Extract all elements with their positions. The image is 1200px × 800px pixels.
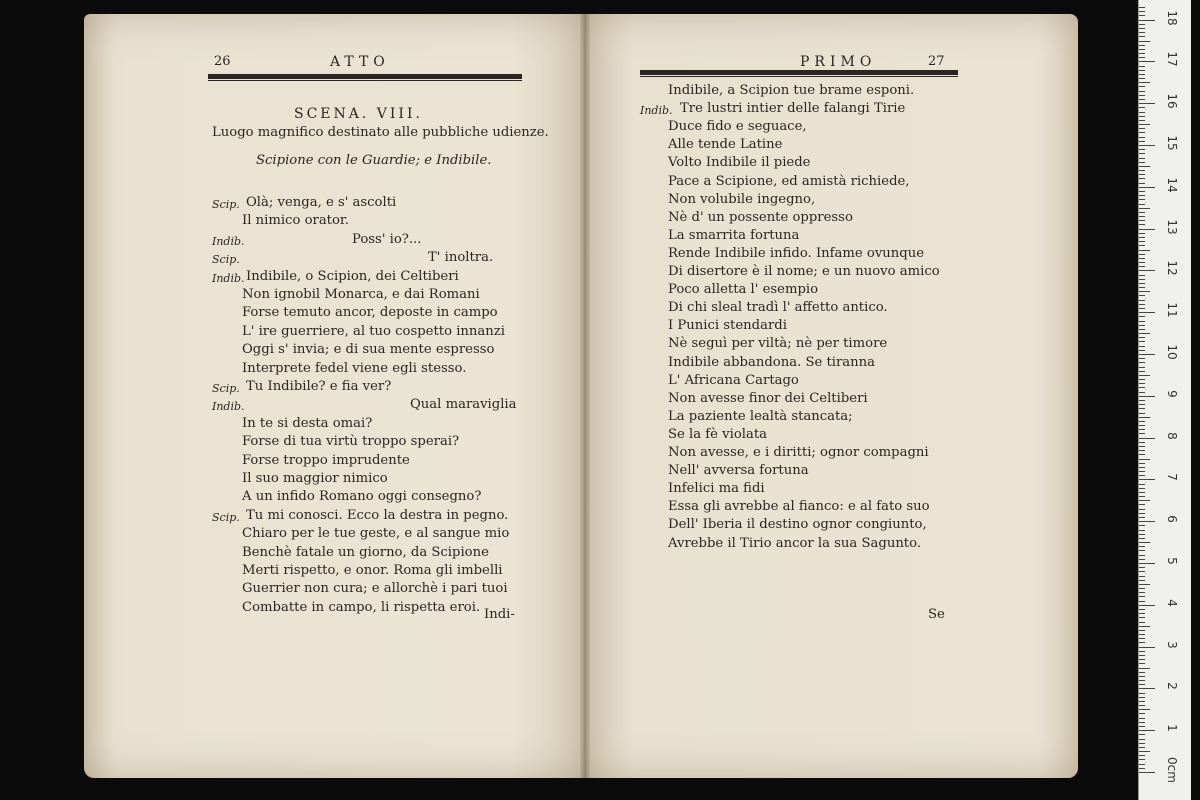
ruler-label: 7 xyxy=(1165,473,1179,482)
dialogue-line: Forse temuto ancor, deposte in campo xyxy=(242,305,498,321)
ruler-tick xyxy=(1139,576,1145,577)
ruler-tick xyxy=(1139,542,1150,543)
header-rule-right xyxy=(640,70,958,75)
ruler-tick xyxy=(1139,95,1145,96)
ruler-tick xyxy=(1139,258,1145,259)
ruler-tick xyxy=(1139,584,1150,585)
ruler-tick xyxy=(1139,91,1145,92)
ruler-tick xyxy=(1139,7,1145,8)
ruler-label: 18 xyxy=(1165,9,1179,26)
speaker-label: Scip. xyxy=(212,253,240,267)
dialogue-line: Se la fè violata xyxy=(668,426,768,442)
right-page xyxy=(584,14,1078,778)
ruler-tick xyxy=(1139,262,1145,263)
dialogue-line: Non avesse finor dei Celtiberi xyxy=(668,390,868,406)
ruler-tick xyxy=(1139,605,1155,606)
ruler-tick xyxy=(1139,546,1145,547)
ruler-tick xyxy=(1139,195,1145,196)
dialogue-line: Non avesse, e i diritti; ognor compagni xyxy=(668,445,929,460)
ruler-tick xyxy=(1139,471,1145,472)
ruler-tick xyxy=(1139,291,1150,292)
ruler-tick xyxy=(1139,459,1150,460)
dialogue-line: Qual maraviglia xyxy=(410,397,517,413)
ruler-tick xyxy=(1139,488,1145,489)
ruler-tick xyxy=(1139,308,1145,309)
ruler-tick xyxy=(1139,433,1145,434)
ruler-tick xyxy=(1139,655,1145,656)
dialogue-line: Poco alletta l' esempio xyxy=(668,282,819,298)
ruler-tick xyxy=(1139,346,1145,347)
ruler-tick xyxy=(1139,375,1150,376)
ruler-tick xyxy=(1139,170,1145,171)
ruler-tick xyxy=(1139,70,1145,71)
ruler-tick xyxy=(1139,254,1145,255)
dialogue-line: Nè seguì per viltà; nè per timore xyxy=(668,336,888,352)
ruler-tick xyxy=(1139,768,1145,769)
ruler-label: 9 xyxy=(1165,389,1179,398)
ruler-tick xyxy=(1139,609,1145,610)
ruler-tick xyxy=(1139,36,1145,37)
ruler-tick xyxy=(1139,321,1145,322)
ruler-tick xyxy=(1139,358,1145,359)
ruler-tick xyxy=(1139,429,1145,430)
dialogue-line: Nè d' un possente oppresso xyxy=(668,209,853,225)
ruler-tick xyxy=(1139,680,1145,681)
ruler-tick xyxy=(1139,350,1145,351)
ruler-label: 3 xyxy=(1165,640,1179,649)
ruler-tick xyxy=(1139,718,1145,719)
scene-characters: Scipione con le Guardie; e Indibile. xyxy=(256,153,492,168)
ruler-tick xyxy=(1139,500,1150,501)
scene-title: SCENA. VIII. xyxy=(294,106,423,122)
book-gutter xyxy=(580,14,590,778)
ruler-tick xyxy=(1139,49,1145,50)
ruler-tick xyxy=(1139,613,1145,614)
ruler-tick xyxy=(1139,504,1145,505)
ruler-tick xyxy=(1139,283,1145,284)
ruler-tick xyxy=(1139,730,1155,731)
dialogue-line: Il suo maggior nimico xyxy=(242,471,388,486)
ruler-tick xyxy=(1139,99,1145,100)
ruler-tick xyxy=(1139,116,1145,117)
ruler-tick xyxy=(1139,446,1145,447)
ruler-tick xyxy=(1139,743,1145,744)
dialogue-line: Poss' io?... xyxy=(352,231,422,247)
ruler-tick xyxy=(1139,162,1145,163)
ruler-tick xyxy=(1139,450,1145,451)
ruler-label: 5 xyxy=(1165,557,1179,565)
ruler-tick xyxy=(1139,751,1150,752)
ruler-tick xyxy=(1139,709,1150,710)
speaker-label: Scip. xyxy=(212,382,240,395)
ruler-tick xyxy=(1139,333,1150,334)
ruler-tick xyxy=(1139,304,1145,305)
ruler-tick xyxy=(1139,11,1145,12)
ruler-tick xyxy=(1139,622,1145,623)
ruler-tick xyxy=(1139,438,1155,439)
dialogue-line: Essa gli avrebbe al fianco: e al fato suo xyxy=(668,499,930,515)
ruler-tick xyxy=(1139,463,1145,464)
speaker-label: Indib. xyxy=(212,234,245,248)
catchword-left: Indi- xyxy=(484,607,515,622)
ruler-tick xyxy=(1139,567,1145,568)
ruler-tick xyxy=(1139,442,1145,443)
ruler-tick xyxy=(1139,659,1145,660)
header-rule-left xyxy=(208,74,522,79)
dialogue-line: Rende Indibile infido. Infame ovunque xyxy=(668,245,925,261)
ruler-tick xyxy=(1139,550,1145,551)
ruler-tick xyxy=(1139,275,1145,276)
dialogue-line: L' ire guerriere, al tuo cospetto innanzi xyxy=(242,323,505,339)
ruler-tick xyxy=(1139,534,1145,535)
ruler-label: 10 xyxy=(1165,344,1179,360)
ruler-tick xyxy=(1139,183,1145,184)
ruler-tick xyxy=(1139,413,1145,414)
dialogue-line: Infelici ma fidi xyxy=(668,481,765,497)
ruler-tick xyxy=(1139,538,1145,539)
ruler-tick xyxy=(1139,642,1145,643)
ruler-tick xyxy=(1139,588,1145,589)
ruler-tick xyxy=(1139,316,1145,317)
ruler-tick xyxy=(1139,367,1145,368)
ruler-tick xyxy=(1139,141,1145,142)
dialogue-line: Non ignobil Monarca, e dai Romani xyxy=(242,287,480,302)
ruler-tick xyxy=(1139,479,1155,480)
ruler-label: 11 xyxy=(1165,302,1179,318)
dialogue-line: Forse troppo imprudente xyxy=(242,452,410,468)
ruler-tick xyxy=(1139,325,1145,326)
ruler-tick xyxy=(1139,734,1145,735)
ruler-tick xyxy=(1139,617,1145,618)
dialogue-line: La paziente lealtà stancata; xyxy=(668,408,853,424)
measuring-ruler xyxy=(1138,0,1191,800)
dialogue-line: Indibile abbandona. Se tiranna xyxy=(668,354,876,370)
ruler-tick xyxy=(1139,153,1145,154)
open-book xyxy=(84,14,1078,782)
dialogue-line: Il nimico orator. xyxy=(242,213,349,229)
ruler-tick xyxy=(1139,128,1145,129)
ruler-tick xyxy=(1139,525,1145,526)
ruler-tick xyxy=(1139,124,1150,125)
ruler-tick xyxy=(1139,630,1145,631)
ruler-tick xyxy=(1139,61,1155,62)
ruler-tick xyxy=(1139,571,1145,572)
ruler-label: 13 xyxy=(1165,218,1179,235)
ruler-tick xyxy=(1139,32,1145,33)
ruler-tick xyxy=(1139,187,1155,188)
page-number-right: 27 xyxy=(928,54,945,69)
dialogue-line: Nell' avversa fortuna xyxy=(668,463,809,479)
dialogue-line: Di chi sleal tradì l' affetto antico. xyxy=(668,300,888,316)
ruler-tick xyxy=(1139,647,1155,648)
dialogue-line: Dell' Iberia il destino ognor congiunto, xyxy=(668,517,927,533)
ruler-tick xyxy=(1139,266,1145,267)
dialogue-line: Olà; venga, e s' ascolti xyxy=(246,195,397,210)
dialogue-line: Benchè fatale un giorno, da Scipione xyxy=(242,544,489,560)
ruler-tick xyxy=(1139,241,1145,242)
ruler-tick xyxy=(1139,467,1145,468)
ruler-tick xyxy=(1139,191,1145,192)
ruler-tick xyxy=(1139,28,1145,29)
ruler-tick xyxy=(1139,417,1150,418)
dialogue-line: Duce fido e seguace, xyxy=(668,119,807,135)
speaker-label: Indib. xyxy=(212,271,245,285)
ruler-tick xyxy=(1139,705,1145,706)
ruler-tick xyxy=(1139,362,1145,363)
ruler-tick xyxy=(1139,15,1145,16)
ruler-tick xyxy=(1139,158,1145,159)
dialogue-line: Alle tende Latine xyxy=(668,137,783,153)
ruler-tick xyxy=(1139,41,1150,42)
ruler-tick xyxy=(1139,688,1155,689)
left-page xyxy=(84,14,586,778)
dialogue-line: In te si desta omai? xyxy=(242,415,373,431)
ruler-tick xyxy=(1139,421,1145,422)
dialogue-line: Combatte in campo, li rispetta eroi. xyxy=(242,599,481,615)
ruler-tick xyxy=(1139,312,1155,313)
ruler-tick xyxy=(1139,74,1145,75)
ruler-tick xyxy=(1139,120,1145,121)
ruler-tick xyxy=(1139,592,1145,593)
ruler-tick xyxy=(1139,245,1145,246)
ruler-tick xyxy=(1139,149,1145,150)
dialogue-line: Volto Indibile il piede xyxy=(668,155,811,171)
ruler-tick xyxy=(1139,237,1145,238)
ruler-tick xyxy=(1139,764,1145,765)
ruler-tick xyxy=(1139,701,1145,702)
ruler-tick xyxy=(1139,454,1145,455)
dialogue-line: Non volubile ingegno, xyxy=(668,191,816,207)
ruler-tick xyxy=(1139,634,1145,635)
ruler-label: 16 xyxy=(1165,93,1179,109)
ruler-tick xyxy=(1139,204,1145,205)
ruler-tick xyxy=(1139,521,1155,522)
ruler-tick xyxy=(1139,287,1145,288)
ruler-tick xyxy=(1139,103,1155,104)
dialogue-line: Guerrier non cura; e allorchè i pari tuoi xyxy=(242,581,508,597)
speaker-label: Indib. xyxy=(640,104,673,118)
dialogue-line: Indibile, o Scipion, dei Celtiberi xyxy=(246,268,459,284)
ruler-tick xyxy=(1139,107,1145,108)
ruler-tick xyxy=(1139,601,1145,602)
ruler-tick xyxy=(1139,329,1145,330)
dialogue-line: Tre lustri intier delle falangi Tirie xyxy=(680,101,906,117)
ruler-tick xyxy=(1139,145,1155,146)
ruler-tick xyxy=(1139,404,1145,405)
dialogue-line: Pace a Scipione, ed amistà richiede, xyxy=(668,173,910,189)
ruler-tick xyxy=(1139,755,1145,756)
dialogue-line: Oggi s' invia; e di sua mente espresso xyxy=(242,342,495,358)
ruler-label: 15 xyxy=(1165,135,1179,151)
ruler-tick xyxy=(1139,559,1145,560)
ruler-tick xyxy=(1139,668,1150,669)
scene-setting: Luogo magnifico destinato alle pubbliche udienze. xyxy=(212,125,549,140)
ruler-label: 2 xyxy=(1165,682,1179,691)
speaker-label: Scip. xyxy=(212,198,240,211)
dialogue-line: Chiaro per le tue geste, e al sangue mio xyxy=(242,526,510,542)
ruler-tick xyxy=(1139,208,1150,209)
ruler-tick xyxy=(1139,626,1150,627)
ruler-tick xyxy=(1139,509,1145,510)
ruler-tick xyxy=(1139,651,1145,652)
ruler-tick xyxy=(1139,387,1145,388)
ruler-tick xyxy=(1139,66,1145,67)
running-head-left: ATTO xyxy=(330,54,390,70)
ruler-tick xyxy=(1139,484,1145,485)
ruler-label: 14 xyxy=(1165,177,1179,193)
ruler-tick xyxy=(1139,663,1145,664)
ruler-tick xyxy=(1139,279,1145,280)
ruler-tick xyxy=(1139,396,1155,397)
ruler-label: 12 xyxy=(1165,260,1179,277)
ruler-tick xyxy=(1139,178,1145,179)
ruler-tick xyxy=(1139,739,1145,740)
dialogue-line: La smarrita fortuna xyxy=(668,227,800,243)
ruler-label: 4 xyxy=(1165,598,1179,607)
dialogue-line: Merti rispetto, e onor. Roma gli imbelli xyxy=(242,563,503,578)
ruler-tick xyxy=(1139,82,1150,83)
ruler-tick xyxy=(1139,475,1145,476)
ruler-tick xyxy=(1139,137,1145,138)
dialogue-line: Tu mi conosci. Ecco la destra in pegno. xyxy=(246,507,509,523)
ruler-tick xyxy=(1139,722,1145,723)
speaker-label: Scip. xyxy=(212,510,240,524)
ruler-tick xyxy=(1139,53,1145,54)
ruler-tick xyxy=(1139,684,1145,685)
running-head-right: PRIMO xyxy=(800,54,877,70)
ruler-tick xyxy=(1139,86,1145,87)
ruler-tick xyxy=(1139,530,1145,531)
ruler-tick xyxy=(1139,383,1145,384)
ruler-tick xyxy=(1139,379,1145,380)
ruler-tick xyxy=(1139,250,1150,251)
ruler-label: 8 xyxy=(1165,431,1179,440)
page-number-left: 26 xyxy=(214,54,231,69)
dialogue-line: A un infido Romano oggi consegno? xyxy=(242,489,482,505)
dialogue-line: Avrebbe il Tirio ancor la sua Sagunto. xyxy=(668,535,922,551)
ruler-tick xyxy=(1139,492,1145,493)
ruler-tick xyxy=(1139,224,1145,225)
ruler-tick xyxy=(1139,563,1155,564)
ruler-label: 0cm xyxy=(1165,757,1179,783)
ruler-tick xyxy=(1139,676,1145,677)
ruler-tick xyxy=(1139,132,1145,133)
ruler-label: 6 xyxy=(1165,515,1179,523)
dialogue-line: Indibile, a Scipion tue brame esponi. xyxy=(668,83,915,98)
ruler-tick xyxy=(1139,212,1145,213)
dialogue-line: Tu Indibile? e fia ver? xyxy=(246,379,392,394)
ruler-tick xyxy=(1139,772,1155,773)
ruler-tick xyxy=(1139,672,1145,673)
ruler-tick xyxy=(1139,220,1145,221)
ruler-tick xyxy=(1139,747,1145,748)
ruler-tick xyxy=(1139,78,1145,79)
ruler-tick xyxy=(1139,341,1145,342)
ruler-tick xyxy=(1139,270,1155,271)
catchword-right: Se xyxy=(928,607,945,622)
ruler-label: 17 xyxy=(1165,51,1179,68)
ruler-tick xyxy=(1139,337,1145,338)
ruler-tick xyxy=(1139,517,1145,518)
ruler-tick xyxy=(1139,513,1145,514)
ruler-tick xyxy=(1139,295,1145,296)
ruler-tick xyxy=(1139,596,1145,597)
ruler-tick xyxy=(1139,354,1155,355)
ruler-tick xyxy=(1139,638,1145,639)
dialogue-line: I Punici stendardi xyxy=(668,318,787,334)
ruler-tick xyxy=(1139,408,1145,409)
dialogue-line: Di disertore è il nome; e un nuovo amico xyxy=(668,264,940,279)
ruler-tick xyxy=(1139,199,1145,200)
ruler-tick xyxy=(1139,20,1155,21)
ruler-tick xyxy=(1139,697,1145,698)
dialogue-line: Interprete fedel viene egli stesso. xyxy=(242,360,467,376)
ruler-tick xyxy=(1139,580,1145,581)
ruler-tick xyxy=(1139,45,1145,46)
ruler-tick xyxy=(1139,400,1145,401)
ruler-tick xyxy=(1139,726,1145,727)
ruler-tick xyxy=(1139,371,1145,372)
dialogue-line: Forse di tua virtù troppo sperai? xyxy=(242,434,460,450)
ruler-tick xyxy=(1139,174,1145,175)
ruler-label: 1 xyxy=(1165,724,1179,732)
ruler-tick xyxy=(1139,425,1145,426)
ruler-tick xyxy=(1139,229,1155,230)
ruler-tick xyxy=(1139,233,1145,234)
ruler-tick xyxy=(1139,24,1145,25)
ruler-tick xyxy=(1139,57,1145,58)
ruler-tick xyxy=(1139,693,1145,694)
speaker-label: Indib. xyxy=(212,400,245,414)
ruler-tick xyxy=(1139,496,1145,497)
dialogue-line: T' inoltra. xyxy=(428,250,494,266)
ruler-tick xyxy=(1139,216,1145,217)
ruler-tick xyxy=(1139,166,1150,167)
ruler-tick xyxy=(1139,392,1145,393)
ruler-tick xyxy=(1139,300,1145,301)
ruler-tick xyxy=(1139,112,1145,113)
dialogue-line: L' Africana Cartago xyxy=(668,372,799,388)
ruler-tick xyxy=(1139,555,1145,556)
ruler-tick xyxy=(1139,713,1145,714)
ruler-tick xyxy=(1139,759,1145,760)
